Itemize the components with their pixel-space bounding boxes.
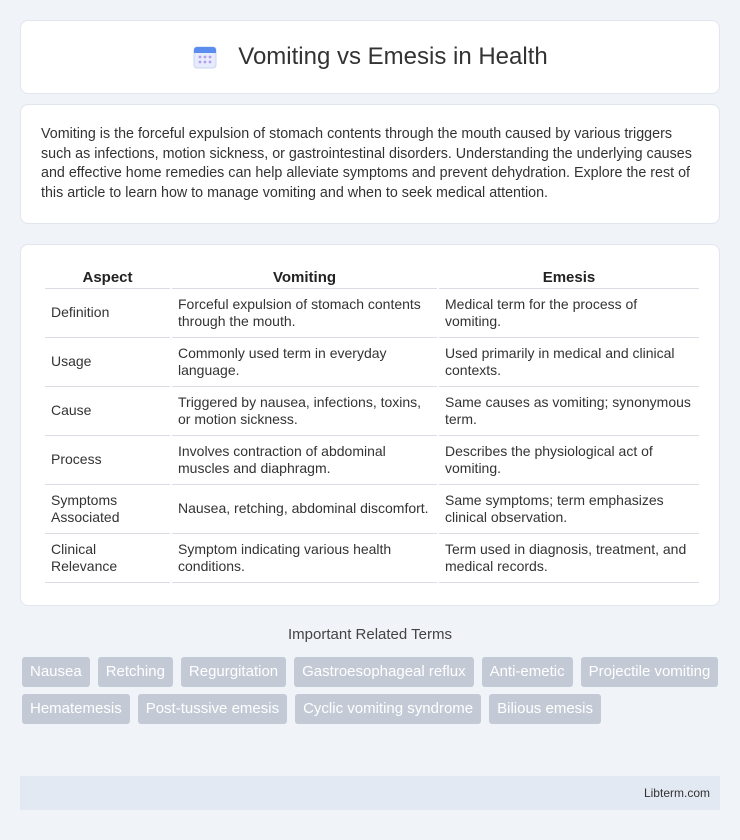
term-tag[interactable]: Nausea xyxy=(22,657,90,687)
cell-emesis: Used primarily in medical and clinical contexts. xyxy=(439,338,699,387)
table-header-row xyxy=(45,265,699,289)
related-terms-list xyxy=(22,657,722,724)
table-row xyxy=(45,534,699,583)
cell-vomiting: Commonly used term in everyday language. xyxy=(172,338,437,387)
intro-paragraph: Vomiting is the forceful expulsion of stomach contents through the mouth caused by various triggers such as infections, motion sickness, or gastrointestinal disorders. Understanding the underlying causes and effective home remedies can help alleviate symptoms and prevent dehydration. Explore the rest of this article to learn how to manage vomiting and when to seek medical attention. xyxy=(41,126,692,201)
cell-emesis: Same symptoms; term emphasizes clinical observation. xyxy=(439,485,699,534)
term-tag[interactable]: Bilious emesis xyxy=(489,694,601,724)
cell-vomiting: Nausea, retching, abdominal discomfort. xyxy=(172,485,437,534)
footer-site-link[interactable]: Libterm.com xyxy=(643,786,710,800)
calendar-icon xyxy=(192,44,218,70)
term-tag[interactable]: Regurgitation xyxy=(181,657,286,687)
comparison-table-card xyxy=(20,244,720,606)
cell-emesis: Describes the physiological act of vomiting. xyxy=(439,436,699,485)
table-row xyxy=(45,338,699,387)
related-terms-title: Important Related Terms xyxy=(288,626,452,643)
cell-aspect: Symptoms Associated xyxy=(45,485,170,534)
comparison-table xyxy=(43,265,701,583)
header-emesis: Emesis xyxy=(439,265,699,289)
header-vomiting: Vomiting xyxy=(172,265,437,289)
page-title: Vomiting vs Emesis in Health xyxy=(238,43,548,70)
term-tag[interactable]: Post-tussive emesis xyxy=(138,694,287,724)
cell-aspect: Definition xyxy=(45,289,170,338)
cell-aspect: Process xyxy=(45,436,170,485)
intro-card xyxy=(20,104,720,224)
cell-vomiting: Triggered by nausea, infections, toxins, or motion sickness. xyxy=(172,387,437,436)
cell-emesis: Same causes as vomiting; synonymous term. xyxy=(439,387,699,436)
header-aspect: Aspect xyxy=(45,265,170,289)
term-tag[interactable]: Anti-emetic xyxy=(482,657,573,687)
cell-emesis: Medical term for the process of vomiting. xyxy=(439,289,699,338)
table-row xyxy=(45,485,699,534)
cell-vomiting: Forceful expulsion of stomach contents through the mouth. xyxy=(172,289,437,338)
footer xyxy=(20,776,720,810)
cell-aspect: Usage xyxy=(45,338,170,387)
cell-aspect: Clinical Relevance xyxy=(45,534,170,583)
cell-vomiting: Involves contraction of abdominal muscles and diaphragm. xyxy=(172,436,437,485)
term-tag[interactable]: Cyclic vomiting syndrome xyxy=(295,694,481,724)
header-card xyxy=(20,20,720,94)
table-row xyxy=(45,289,699,338)
term-tag[interactable]: Projectile vomiting xyxy=(581,657,719,687)
table-row xyxy=(45,436,699,485)
term-tag[interactable]: Gastroesophageal reflux xyxy=(294,657,473,687)
cell-vomiting: Symptom indicating various health conditions. xyxy=(172,534,437,583)
term-tag[interactable]: Retching xyxy=(98,657,173,687)
cell-aspect: Cause xyxy=(45,387,170,436)
cell-emesis: Term used in diagnosis, treatment, and medical records. xyxy=(439,534,699,583)
table-row xyxy=(45,387,699,436)
term-tag[interactable]: Hematemesis xyxy=(22,694,130,724)
